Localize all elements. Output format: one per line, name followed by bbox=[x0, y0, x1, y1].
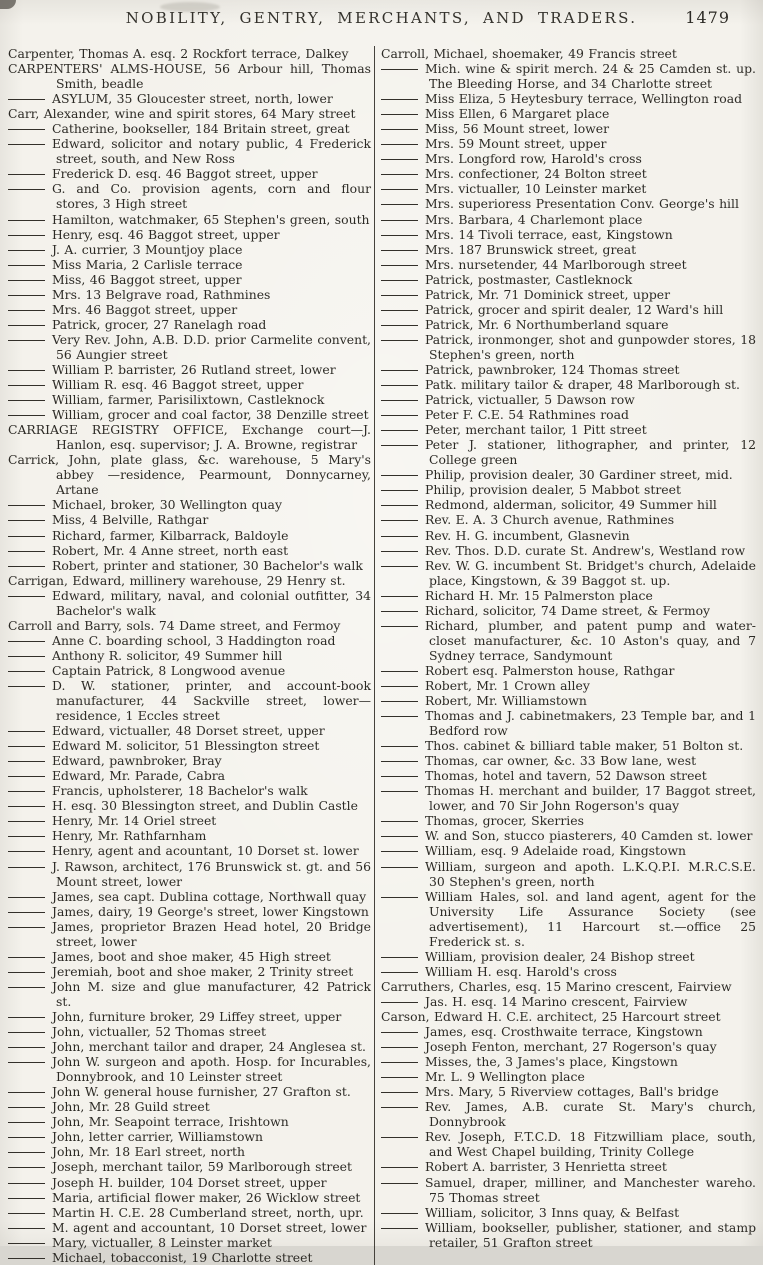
ditto-dash bbox=[8, 1062, 45, 1063]
directory-entry: John, furniture broker, 29 Liffey street, upper bbox=[8, 1009, 371, 1024]
ditto-dash bbox=[381, 189, 418, 190]
directory-entry: Robert, Mr. 4 Anne street, north east bbox=[8, 543, 371, 558]
directory-column-right bbox=[374, 46, 756, 1265]
ditto-dash bbox=[8, 912, 45, 913]
ditto-dash bbox=[8, 641, 45, 642]
ditto-dash bbox=[381, 1137, 418, 1138]
ditto-dash bbox=[381, 746, 418, 747]
directory-entry: Joseph H. builder, 104 Dorset street, upper bbox=[8, 1175, 371, 1190]
ditto-dash bbox=[8, 972, 45, 973]
ditto-dash bbox=[381, 340, 418, 341]
directory-entry: Patrick, postmaster, Castleknock bbox=[381, 272, 756, 287]
directory-entry: William Hales, sol. and land agent, agent for the University Life Assurance Society (see advertisement), 11 Harcourt st.—office 25 Frederick st. s. bbox=[381, 889, 756, 949]
directory-entry: Edward M. solicitor, 51 Blessington street bbox=[8, 738, 371, 753]
directory-entry: Mrs. 59 Mount street, upper bbox=[381, 136, 756, 151]
ditto-dash bbox=[381, 204, 418, 205]
directory-entry: John, Mr. 28 Guild street bbox=[8, 1099, 371, 1114]
directory-entry: Catherine, bookseller, 184 Britain street, great bbox=[8, 121, 371, 136]
directory-entry: Patrick, grocer and spirit dealer, 12 Ward's hill bbox=[381, 302, 756, 317]
directory-entry: Patrick, pawnbroker, 124 Thomas street bbox=[381, 362, 756, 377]
ditto-dash bbox=[381, 490, 418, 491]
directory-entry: Mich. wine & spirit merch. 24 & 25 Camden st. up. The Bleeding Horse, and 34 Charlotte street bbox=[381, 61, 756, 91]
ditto-dash bbox=[8, 1258, 45, 1259]
ditto-dash bbox=[381, 716, 418, 717]
directory-entry: Patrick, ironmonger, shot and gunpowder stores, 18 Stephen's green, north bbox=[381, 332, 756, 362]
directory-entry: James, boot and shoe maker, 45 High street bbox=[8, 949, 371, 964]
ditto-dash bbox=[8, 144, 45, 145]
ditto-dash bbox=[381, 566, 418, 567]
directory-entry: Carroll and Barry, sols. 74 Dame street, and Fermoy bbox=[8, 617, 341, 633]
ditto-dash bbox=[381, 174, 418, 175]
directory-entry: Rev. H. G. incumbent, Glasnevin bbox=[381, 528, 756, 543]
directory-entry: William, surgeon and apoth. L.K.Q.P.I. M.R.C.S.E. 30 Stephen's green, north bbox=[381, 859, 756, 889]
ditto-dash bbox=[381, 235, 418, 236]
directory-entry: Henry, Mr. 14 Oriel street bbox=[8, 813, 371, 828]
ditto-dash bbox=[8, 671, 45, 672]
ditto-dash bbox=[8, 400, 45, 401]
directory-entry: Richard, farmer, Kilbarrack, Baldoyle bbox=[8, 528, 371, 543]
ditto-dash bbox=[381, 1062, 418, 1063]
directory-entry: Peter J. stationer, lithographer, and printer, 12 College green bbox=[381, 437, 756, 467]
ditto-dash bbox=[8, 1167, 45, 1168]
ditto-dash bbox=[8, 821, 45, 822]
directory-entry: Mary, victualler, 8 Leinster market bbox=[8, 1235, 371, 1250]
directory-entry: Carrick, John, plate glass, &c. warehouse, 5 Mary's abbey —residence, Pearmount, Donnycarney, Artane bbox=[8, 452, 371, 498]
directory-entry: John, letter carrier, Williamstown bbox=[8, 1129, 371, 1144]
ditto-dash bbox=[8, 1137, 45, 1138]
directory-entry: Carroll, Michael, shoemaker, 49 Francis street bbox=[381, 46, 677, 61]
directory-entry: Joseph Fenton, merchant, 27 Rogerson's quay bbox=[381, 1039, 756, 1054]
directory-entry: ASYLUM, 35 Gloucester street, north, lower bbox=[8, 91, 371, 106]
directory-entry: Richard H. Mr. 15 Palmerston place bbox=[381, 588, 756, 603]
directory-entry: Mrs. Mary, 5 Riverview cottages, Ball's bridge bbox=[381, 1084, 756, 1099]
ditto-dash bbox=[8, 686, 45, 687]
directory-entry: Patrick, grocer, 27 Ranelagh road bbox=[8, 317, 371, 332]
directory-entry: Misses, the, 3 James's place, Kingstown bbox=[381, 1054, 756, 1069]
ditto-dash bbox=[381, 475, 418, 476]
directory-entry: John, victualler, 52 Thomas street bbox=[8, 1024, 371, 1039]
directory-entry: Michael, broker, 30 Wellington quay bbox=[8, 497, 371, 512]
ditto-dash bbox=[381, 265, 418, 266]
ditto-dash bbox=[381, 1167, 418, 1168]
ditto-dash bbox=[381, 626, 418, 627]
directory-entry: CARPENTERS' ALMS-HOUSE, 56 Arbour hill, Thomas Smith, beadle bbox=[8, 61, 371, 92]
ditto-dash bbox=[8, 265, 45, 266]
ditto-dash bbox=[8, 189, 45, 190]
directory-entry: Rev. Thos. D.D. curate St. Andrew's, Westland row bbox=[381, 543, 756, 558]
directory-entry: William, solicitor, 3 Inns quay, & Belfast bbox=[381, 1205, 756, 1220]
ditto-dash bbox=[381, 897, 418, 898]
ditto-dash bbox=[8, 867, 45, 868]
directory-entry: Rev. James, A.B. curate St. Mary's church, Donnybrook bbox=[381, 1099, 756, 1129]
ditto-dash bbox=[381, 791, 418, 792]
directory-entry: Edward, victualler, 48 Dorset street, upper bbox=[8, 723, 371, 738]
ditto-dash bbox=[8, 310, 45, 311]
directory-entry: William P. barrister, 26 Rutland street, lower bbox=[8, 362, 371, 377]
directory-entry: Mrs. Barbara, 4 Charlemont place bbox=[381, 212, 756, 227]
directory-entry: Edward, military, naval, and colonial outfitter, 34 Bachelor's walk bbox=[8, 588, 371, 618]
directory-entry: Robert esq. Palmerston house, Rathgar bbox=[381, 663, 756, 678]
directory-entry: Mrs. 187 Brunswick street, great bbox=[381, 242, 756, 257]
directory-entry: Mr. L. 9 Wellington place bbox=[381, 1069, 756, 1084]
ditto-dash bbox=[381, 415, 418, 416]
ditto-dash bbox=[381, 867, 418, 868]
ditto-dash bbox=[8, 1092, 45, 1093]
ditto-dash bbox=[8, 295, 45, 296]
directory-entry: Robert, printer and stationer, 30 Bachelor's walk bbox=[8, 558, 371, 573]
directory-entry: Henry, Mr. Rathfarnham bbox=[8, 828, 371, 843]
ditto-dash bbox=[381, 1047, 418, 1048]
ditto-dash bbox=[8, 1198, 45, 1199]
ditto-dash bbox=[381, 1092, 418, 1093]
directory-entry: CARRIAGE REGISTRY OFFICE, Exchange court—J. Hanlon, esq. supervisor; J. A. Browne, registrar bbox=[8, 422, 371, 453]
directory-entry: Rev. W. G. incumbent St. Bridget's church, Adelaide place, Kingstown, & 39 Baggot st. up. bbox=[381, 558, 756, 588]
ditto-dash bbox=[381, 836, 418, 837]
directory-entry: Anthony R. solicitor, 49 Summer hill bbox=[8, 648, 371, 663]
directory-entry: William, provision dealer, 24 Bishop street bbox=[381, 949, 756, 964]
ditto-dash bbox=[8, 235, 45, 236]
directory-entry: Redmond, alderman, solicitor, 49 Summer hill bbox=[381, 497, 756, 512]
directory-entry: G. and Co. provision agents, corn and flour stores, 3 High street bbox=[8, 181, 371, 211]
directory-entry: William, esq. 9 Adelaide road, Kingstown bbox=[381, 843, 756, 858]
ditto-dash bbox=[8, 957, 45, 958]
ditto-dash bbox=[8, 340, 45, 341]
directory-entry: Very Rev. John, A.B. D.D. prior Carmelite convent, 56 Aungier street bbox=[8, 332, 371, 362]
directory-entry: M. agent and accountant, 10 Dorset street, lower bbox=[8, 1220, 371, 1235]
ditto-dash bbox=[381, 761, 418, 762]
ditto-dash bbox=[8, 1032, 45, 1033]
ditto-dash bbox=[381, 385, 418, 386]
ditto-dash bbox=[8, 1183, 45, 1184]
ditto-dash bbox=[8, 836, 45, 837]
directory-entry: Thomas, car owner, &c. 33 Bow lane, west bbox=[381, 753, 756, 768]
directory-entry: Rev. Joseph, F.T.C.D. 18 Fitzwilliam place, south, and West Chapel building, Trinity College bbox=[381, 1129, 756, 1159]
ditto-dash bbox=[381, 159, 418, 160]
directory-entry: Miss Maria, 2 Carlisle terrace bbox=[8, 257, 371, 272]
ditto-dash bbox=[8, 415, 45, 416]
directory-entry: Miss Eliza, 5 Heytesbury terrace, Wellington road bbox=[381, 91, 756, 106]
directory-entry: Miss, 4 Belville, Rathgar bbox=[8, 512, 371, 527]
directory-entry: Thomas H. merchant and builder, 17 Baggot street, lower, and 70 Sir John Rogerson's quay bbox=[381, 783, 756, 813]
ditto-dash bbox=[8, 536, 45, 537]
ditto-dash bbox=[381, 1002, 418, 1003]
ditto-dash bbox=[381, 325, 418, 326]
ditto-dash bbox=[381, 520, 418, 521]
ditto-dash bbox=[8, 1122, 45, 1123]
ditto-dash bbox=[8, 1152, 45, 1153]
directory-entry: Robert, Mr. 1 Crown alley bbox=[381, 678, 756, 693]
ditto-dash bbox=[8, 551, 45, 552]
ditto-dash bbox=[381, 821, 418, 822]
directory-entry: Mrs. nursetender, 44 Marlborough street bbox=[381, 257, 756, 272]
ditto-dash bbox=[8, 656, 45, 657]
ditto-dash bbox=[8, 746, 45, 747]
directory-entry: Joseph, merchant tailor, 59 Marlborough street bbox=[8, 1159, 371, 1174]
ditto-dash bbox=[381, 701, 418, 702]
directory-entry: Mrs. 14 Tivoli terrace, east, Kingstown bbox=[381, 227, 756, 242]
directory-columns bbox=[0, 43, 763, 1265]
directory-entry: William, grocer and coal factor, 38 Denzille street bbox=[8, 407, 371, 422]
directory-entry: Mrs. 13 Belgrave road, Rathmines bbox=[8, 287, 371, 302]
directory-entry: Edward, pawnbroker, Bray bbox=[8, 753, 371, 768]
directory-entry: Captain Patrick, 8 Longwood avenue bbox=[8, 663, 371, 678]
directory-entry: Miss, 56 Mount street, lower bbox=[381, 121, 756, 136]
ditto-dash bbox=[8, 385, 45, 386]
directory-entry: Francis, upholsterer, 18 Bachelor's walk bbox=[8, 783, 371, 798]
directory-entry: John W. general house furnisher, 27 Grafton st. bbox=[8, 1084, 371, 1099]
page-header bbox=[0, 0, 763, 43]
directory-entry: Edward, Mr. Parade, Cabra bbox=[8, 768, 371, 783]
ditto-dash bbox=[381, 129, 418, 130]
ditto-dash bbox=[8, 220, 45, 221]
directory-entry: Thos. cabinet & billiard table maker, 51 Bolton st. bbox=[381, 738, 756, 753]
directory-entry: Thomas, hotel and tavern, 52 Dawson street bbox=[381, 768, 756, 783]
directory-entry: Miss Ellen, 6 Margaret place bbox=[381, 106, 756, 121]
ditto-dash bbox=[381, 400, 418, 401]
ditto-dash bbox=[381, 596, 418, 597]
ditto-dash bbox=[8, 280, 45, 281]
ditto-dash bbox=[8, 1213, 45, 1214]
ditto-dash bbox=[381, 295, 418, 296]
ditto-dash bbox=[8, 1047, 45, 1048]
ditto-dash bbox=[381, 144, 418, 145]
ditto-dash bbox=[381, 430, 418, 431]
ditto-dash bbox=[381, 99, 418, 100]
directory-entry: Richard, plumber, and patent pump and water-closet manufacturer, &c. 10 Aston's quay, and 7 Sydney terrace, Sandymount bbox=[381, 618, 756, 663]
directory-entry: Patrick, Mr. 71 Dominick street, upper bbox=[381, 287, 756, 302]
directory-entry: Mrs. Longford row, Harold's cross bbox=[381, 151, 756, 166]
directory-entry: H. esq. 30 Blessington street, and Dublin Castle bbox=[8, 798, 371, 813]
ditto-dash bbox=[381, 250, 418, 251]
directory-entry: Henry, esq. 46 Baggot street, upper bbox=[8, 227, 371, 242]
ditto-dash bbox=[8, 987, 45, 988]
ditto-dash bbox=[8, 505, 45, 506]
directory-entry: Carrigan, Edward, millinery warehouse, 29 Henry st. bbox=[8, 572, 346, 588]
directory-entry: James, sea capt. Dublina cottage, Northwall quay bbox=[8, 889, 371, 904]
directory-entry: Richard, solicitor, 74 Dame street, & Fermoy bbox=[381, 603, 756, 618]
ditto-dash bbox=[8, 776, 45, 777]
ditto-dash bbox=[8, 129, 45, 130]
directory-entry: John, Mr. 18 Earl street, north bbox=[8, 1144, 371, 1159]
directory-entry: Peter F. C.E. 54 Rathmines road bbox=[381, 407, 756, 422]
directory-entry: Peter, merchant tailor, 1 Pitt street bbox=[381, 422, 756, 437]
ditto-dash bbox=[8, 174, 45, 175]
ditto-dash bbox=[381, 1213, 418, 1214]
ditto-dash bbox=[381, 957, 418, 958]
directory-entry: Henry, agent and acountant, 10 Dorset st. lower bbox=[8, 843, 371, 858]
ditto-dash bbox=[8, 1243, 45, 1244]
directory-entry: Martin H. C.E. 28 Cumberland street, north, upr. bbox=[8, 1205, 371, 1220]
directory-entry: Frederick D. esq. 46 Baggot street, upper bbox=[8, 166, 371, 181]
directory-entry: Carpenter, Thomas A. esq. 2 Rockfort terrace, Dalkey bbox=[8, 46, 349, 61]
ditto-dash bbox=[381, 280, 418, 281]
ditto-dash bbox=[8, 566, 45, 567]
ditto-dash bbox=[381, 1228, 418, 1229]
ditto-dash bbox=[381, 671, 418, 672]
directory-entry: Carruthers, Charles, esq. 15 Marino crescent, Fairview bbox=[381, 978, 732, 994]
ditto-dash bbox=[8, 731, 45, 732]
directory-entry: Patrick, victualler, 5 Dawson row bbox=[381, 392, 756, 407]
ditto-dash bbox=[8, 761, 45, 762]
ditto-dash bbox=[381, 505, 418, 506]
directory-entry: Mrs. confectioner, 24 Bolton street bbox=[381, 166, 756, 181]
ditto-dash bbox=[381, 972, 418, 973]
ditto-dash bbox=[8, 1107, 45, 1108]
ditto-dash bbox=[8, 520, 45, 521]
ditto-dash bbox=[381, 1077, 418, 1078]
directory-entry: W. and Son, stucco piasterers, 40 Camden st. lower bbox=[381, 828, 756, 843]
directory-entry: Carr, Alexander, wine and spirit stores, 64 Mary street bbox=[8, 106, 356, 122]
directory-entry: James, esq. Crosthwaite terrace, Kingstown bbox=[381, 1024, 756, 1039]
directory-entry: Mrs. superioress Presentation Conv. George's hill bbox=[381, 196, 756, 211]
directory-entry: D. W. stationer, printer, and account-book manufacturer, 44 Sackville street, lower—residence, 1 Eccles street bbox=[8, 678, 371, 723]
ditto-dash bbox=[8, 250, 45, 251]
directory-entry: James, dairy, 19 George's street, lower Kingstown bbox=[8, 904, 371, 919]
ditto-dash bbox=[381, 551, 418, 552]
directory-entry: Edward, solicitor and notary public, 4 Frederick street, south, and New Ross bbox=[8, 136, 371, 166]
ditto-dash bbox=[8, 1228, 45, 1229]
page-number: 1479 bbox=[685, 8, 730, 27]
ditto-dash bbox=[381, 851, 418, 852]
ditto-dash bbox=[381, 686, 418, 687]
directory-entry: Thomas and J. cabinetmakers, 23 Temple bar, and 1 Bedford row bbox=[381, 708, 756, 738]
ditto-dash bbox=[381, 1032, 418, 1033]
directory-entry: Patrick, Mr. 6 Northumberland square bbox=[381, 317, 756, 332]
directory-entry: Patk. military tailor & draper, 48 Marlborough st. bbox=[381, 377, 756, 392]
directory-entry: John M. size and glue manufacturer, 42 Patrick st. bbox=[8, 979, 371, 1009]
directory-entry: Anne C. boarding school, 3 Haddington road bbox=[8, 633, 371, 648]
directory-entry: Jeremiah, boot and shoe maker, 2 Trinity street bbox=[8, 964, 371, 979]
ditto-dash bbox=[381, 611, 418, 612]
page-title: NOBILITY, GENTRY, MERCHANTS, AND TRADERS. bbox=[125, 9, 638, 27]
ditto-dash bbox=[381, 370, 418, 371]
directory-entry: Rev. E. A. 3 Church avenue, Rathmines bbox=[381, 512, 756, 527]
directory-entry: Miss, 46 Baggot street, upper bbox=[8, 272, 371, 287]
directory-entry: Jas. H. esq. 14 Marino crescent, Fairview bbox=[381, 994, 756, 1009]
directory-entry: James, proprietor Brazen Head hotel, 20 Bridge street, lower bbox=[8, 919, 371, 949]
directory-entry: William R. esq. 46 Baggot street, upper bbox=[8, 377, 371, 392]
ditto-dash bbox=[8, 806, 45, 807]
ditto-dash bbox=[8, 325, 45, 326]
directory-entry: Thomas, grocer, Skerries bbox=[381, 813, 756, 828]
ditto-dash bbox=[8, 370, 45, 371]
directory-entry: Mrs. victualler, 10 Leinster market bbox=[381, 181, 756, 196]
ditto-dash bbox=[381, 69, 418, 70]
ditto-dash bbox=[8, 897, 45, 898]
directory-entry: Carson, Edward H. C.E. architect, 25 Harcourt street bbox=[381, 1009, 721, 1024]
directory-entry: Philip, provision dealer, 5 Mabbot street bbox=[381, 482, 756, 497]
directory-entry: Philip, provision dealer, 30 Gardiner street, mid. bbox=[381, 467, 756, 482]
directory-entry: John W. surgeon and apoth. Hosp. for Incurables, Donnybrook, and 10 Leinster street bbox=[8, 1054, 371, 1084]
ditto-dash bbox=[8, 851, 45, 852]
ditto-dash bbox=[8, 596, 45, 597]
ditto-dash bbox=[381, 1183, 418, 1184]
directory-entry: William, bookseller, publisher, stationer, and stamp retailer, 51 Grafton street bbox=[381, 1220, 756, 1250]
directory-entry: J. A. currier, 3 Mountjoy place bbox=[8, 242, 371, 257]
ditto-dash bbox=[381, 1107, 418, 1108]
ditto-dash bbox=[8, 1017, 45, 1018]
directory-entry: Hamilton, watchmaker, 65 Stephen's green, south bbox=[8, 212, 371, 227]
directory-entry: Robert A. barrister, 3 Henrietta street bbox=[381, 1159, 756, 1174]
ditto-dash bbox=[381, 114, 418, 115]
directory-entry: Maria, artificial flower maker, 26 Wicklow street bbox=[8, 1190, 371, 1205]
directory-entry: William, farmer, Parisilixtown, Castleknock bbox=[8, 392, 371, 407]
directory-entry: J. Rawson, architect, 176 Brunswick st. gt. and 56 Mount street, lower bbox=[8, 859, 371, 889]
directory-column-left bbox=[8, 46, 374, 1265]
directory-entry: Mrs. 46 Baggot street, upper bbox=[8, 302, 371, 317]
directory-entry: Michael, tobacconist, 19 Charlotte street bbox=[8, 1250, 371, 1265]
directory-entry: Robert, Mr. Williamstown bbox=[381, 693, 756, 708]
ditto-dash bbox=[381, 776, 418, 777]
ditto-dash bbox=[8, 99, 45, 100]
ditto-dash bbox=[8, 791, 45, 792]
ditto-dash bbox=[8, 927, 45, 928]
ditto-dash bbox=[381, 445, 418, 446]
directory-entry: Samuel, draper, milliner, and Manchester wareho. 75 Thomas street bbox=[381, 1175, 756, 1205]
ditto-dash bbox=[381, 220, 418, 221]
ditto-dash bbox=[381, 536, 418, 537]
directory-entry: John, Mr. Seapoint terrace, Irishtown bbox=[8, 1114, 371, 1129]
directory-entry: William H. esq. Harold's cross bbox=[381, 964, 756, 979]
ditto-dash bbox=[381, 310, 418, 311]
directory-entry: John, merchant tailor and draper, 24 Anglesea st. bbox=[8, 1039, 371, 1054]
